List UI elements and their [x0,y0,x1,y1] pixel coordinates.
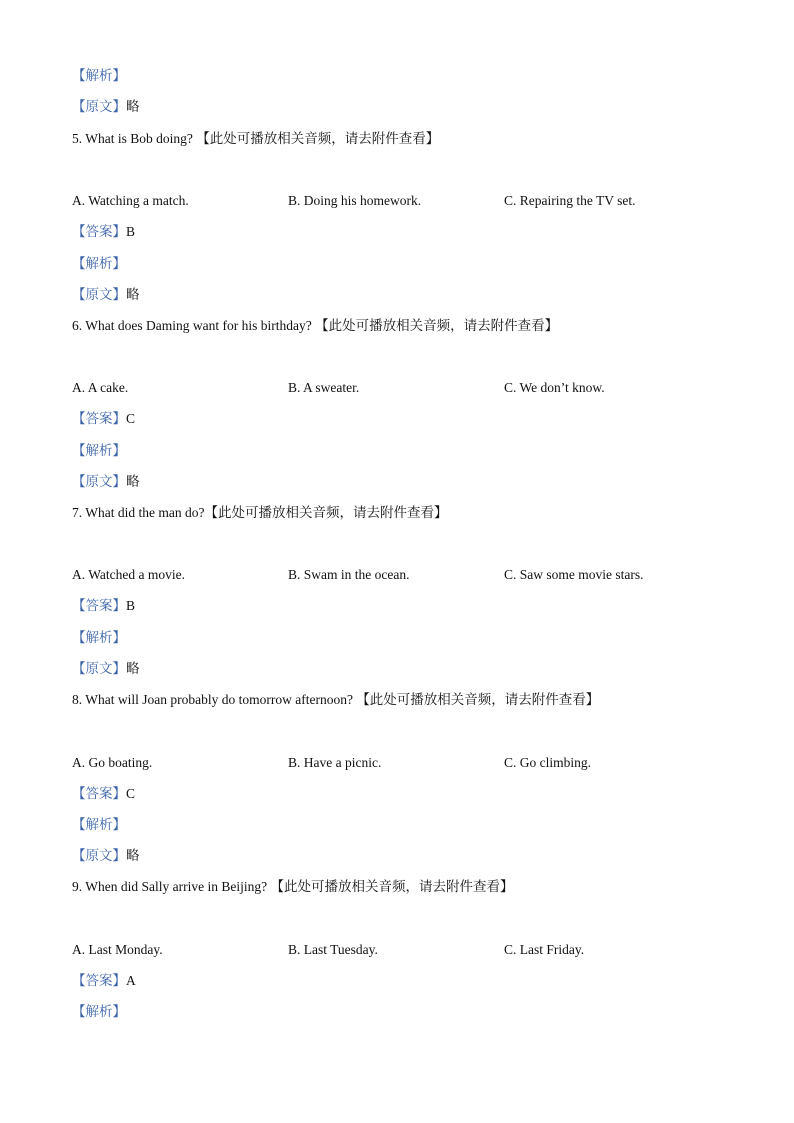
answer-line [72,972,136,990]
question-5-options [72,192,722,210]
option-a: A. Go boating. [72,755,153,770]
option-a: A. Watching a match. [72,193,189,208]
original-value: 略 [126,99,140,114]
option-a: A. Watched a movie. [72,567,186,582]
analysis-label: 【解析】 [72,443,126,458]
analysis-line [72,1003,126,1021]
question-8-options [72,754,722,772]
question-6-text: 6. What does Daming want for his birthday? 【此处可播放相关音频，请去附件查看】 [72,318,559,333]
original-line [72,473,140,491]
original-value: 略 [126,474,140,489]
question-9-options [72,941,722,959]
answer-label: 【答案】 [72,598,126,613]
question-7-options [72,566,722,584]
option-b: B. Swam in the ocean. [288,567,410,582]
answer-value: B [126,598,136,613]
question-6-options [72,379,722,397]
answer-label: 【答案】 [72,973,126,988]
option-b: B. Have a picnic. [288,755,382,770]
original-value: 略 [126,661,140,676]
analysis-label: 【解析】 [72,256,126,271]
question-8-text: 8. What will Joan probably do tomorrow afternoon? 【此处可播放相关音频，请去附件查看】 [72,692,600,707]
analysis-line [72,67,126,85]
original-label: 【原文】 [72,474,126,489]
answer-value: C [126,411,136,426]
question-9-text: 9. When did Sally arrive in Beijing? 【此处可播放相关音频，请去附件查看】 [72,879,514,894]
analysis-label: 【解析】 [72,630,126,645]
original-line [72,286,140,304]
option-c: C. Repairing the TV set. [504,193,636,208]
answer-line [72,785,135,803]
original-value: 略 [126,287,140,302]
answer-value: A [126,973,136,988]
answer-label: 【答案】 [72,786,126,801]
original-value: 略 [126,848,140,863]
answer-value: B [126,224,136,239]
original-label: 【原文】 [72,661,126,676]
original-line [72,847,140,865]
option-b: B. Doing his homework. [288,193,422,208]
answer-line [72,223,135,241]
original-label: 【原文】 [72,287,126,302]
analysis-line [72,816,126,834]
option-a: A. Last Monday. [72,942,163,957]
answer-line [72,410,135,428]
analysis-label: 【解析】 [72,1004,126,1019]
option-b: B. A sweater. [288,380,360,395]
analysis-label: 【解析】 [72,68,126,83]
analysis-line [72,255,126,273]
answer-label: 【答案】 [72,411,126,426]
original-label: 【原文】 [72,848,126,863]
original-label: 【原文】 [72,99,126,114]
original-line [72,660,140,678]
option-c: C. Saw some movie stars. [504,567,644,582]
answer-label: 【答案】 [72,224,126,239]
option-b: B. Last Tuesday. [288,942,378,957]
option-c: C. Go climbing. [504,755,591,770]
question-5-text: 5. What is Bob doing? 【此处可播放相关音频，请去附件查看】 [72,131,440,146]
analysis-line [72,442,126,460]
answer-line [72,597,135,615]
analysis-label: 【解析】 [72,817,126,832]
answer-value: C [126,786,136,801]
question-7-text: 7. What did the man do?【此处可播放相关音频，请去附件查看】 [72,505,448,520]
option-c: C. Last Friday. [504,942,585,957]
analysis-line [72,629,126,647]
option-c: C. We don’t know. [504,380,605,395]
option-a: A. A cake. [72,380,129,395]
original-line [72,98,140,116]
